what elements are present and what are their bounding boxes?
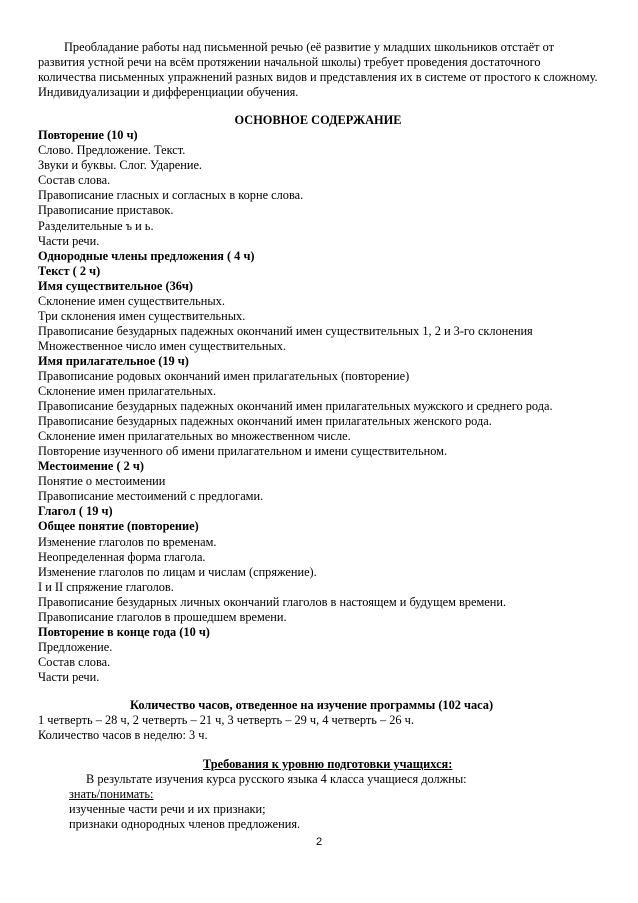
topic-line: Части речи. (38, 669, 100, 684)
topic-line: Правописание приставок. (38, 203, 174, 218)
requirement-item: изученные части речи и их признаки; (69, 802, 266, 817)
topic-line: Понятие о местоимении (38, 474, 166, 489)
requirements-intro: В результате изучения курса русского языка 4 класса учащиеся должны: (86, 772, 467, 787)
content-list (38, 128, 598, 685)
topic-line: Слово. Предложение. Текст. (38, 143, 186, 158)
topic-line: Повторение изученного об имени прилагательном и имени существительном. (38, 444, 448, 459)
topic-line: Три склонения имен существительных. (38, 308, 246, 323)
topic-line: Правописание безударных падежных окончаний имен прилагательных мужского и среднего рода. (38, 399, 553, 414)
topic-line: Неопределенная форма глагола. (38, 549, 206, 564)
topic-line: Правописание родовых окончаний имен прилагательных (повторение) (38, 368, 410, 383)
topic-line: Состав слова. (38, 173, 111, 188)
know-understand-text: знать/понимать: (69, 787, 154, 802)
section-heading: Повторение (10 ч) (38, 128, 138, 143)
topic-line: Изменение глаголов по лицам и числам (спряжение). (38, 564, 317, 579)
page-number: 2 (315, 836, 323, 848)
topic-line: Склонение имен существительных. (38, 293, 225, 308)
section-heading: Глагол ( 19 ч) (38, 504, 113, 519)
main-content-title: ОСНОВНОЕ СОДЕРЖАНИЕ (234, 113, 402, 128)
topic-line: Разделительные ъ и ь. (38, 218, 154, 233)
topic-line: Правописание безударных падежных окончаний имен существительных 1, 2 и 3-го склонения (38, 323, 533, 338)
topic-line: Правописание безударных личных окончаний глаголов в настоящем и будущем времени. (38, 594, 507, 609)
hours-weekly: Количество часов в неделю: 3 ч. (38, 728, 208, 743)
section-heading: Повторение в конце года (10 ч) (38, 624, 210, 639)
intro-paragraph: Преобладание работы над письменной речью (её развитие у младших школьников отстаёт от развития устной речи на всём протяжении начальной школы) требует проведения достаточного количества письменных упражнений разных видов и представления их в системе от простого к сложному. Индивидуализации и дифференциации обучения. (38, 40, 598, 100)
section-heading: Общее понятие (повторение) (38, 519, 199, 534)
topic-line: Склонение имен прилагательных во множественном числе. (38, 429, 351, 444)
topic-line: Правописание безударных падежных окончаний имен прилагательных женского рода. (38, 414, 492, 429)
section-heading: Имя прилагательное (19 ч) (38, 353, 189, 368)
topic-line: Правописание гласных и согласных в корне слова. (38, 188, 304, 203)
topic-line: Правописание глаголов в прошедшем времени. (38, 609, 287, 624)
topic-line: Состав слова. (38, 654, 111, 669)
topic-line: Предложение. (38, 639, 113, 654)
requirements-title: Требования к уровню подготовки учащихся: (203, 757, 453, 772)
topic-line: Звуки и буквы. Слог. Ударение. (38, 158, 203, 173)
know-understand-label (38, 787, 598, 802)
topic-line: I и II спряжение глаголов. (38, 579, 174, 594)
section-heading: Текст ( 2 ч) (38, 263, 101, 278)
topic-line: Изменение глаголов по временам. (38, 534, 217, 549)
document-page (38, 40, 598, 832)
section-heading: Имя существительное (36ч) (38, 278, 194, 293)
hours-quarters: 1 четверть – 28 ч, 2 четверть – 21 ч, 3 четверть – 29 ч, 4 четверть – 26 ч. (38, 713, 414, 728)
requirement-item: признаки однородных членов предложения. (69, 817, 301, 832)
section-heading: Однородные члены предложения ( 4 ч) (38, 248, 255, 263)
hours-title: Количество часов, отведенное на изучение программы (102 часа) (130, 697, 494, 712)
topic-line: Множественное число имен существительных. (38, 338, 287, 353)
topic-line: Правописание местоимений с предлогами. (38, 489, 264, 504)
topic-line: Склонение имен прилагательных. (38, 384, 217, 399)
topic-line: Части речи. (38, 233, 100, 248)
section-heading: Местоимение ( 2 ч) (38, 459, 144, 474)
